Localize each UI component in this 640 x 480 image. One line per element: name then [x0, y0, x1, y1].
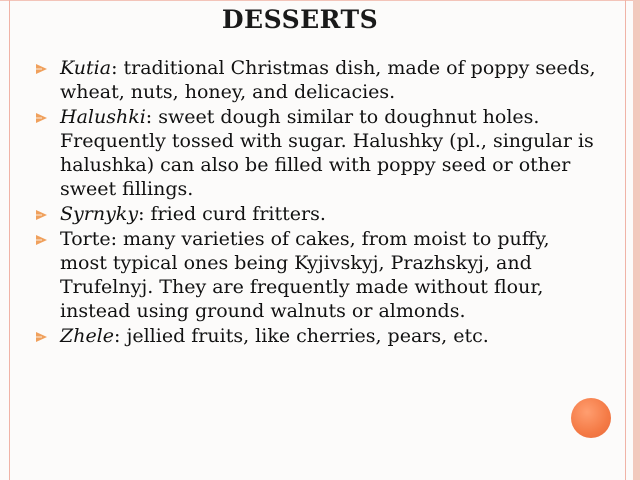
bullet-arrow-icon	[36, 235, 47, 245]
bullet-arrow-icon	[36, 210, 47, 220]
bullet-arrow-icon	[36, 332, 47, 342]
item-term: Zhele	[60, 325, 115, 347]
item-term: Kutia	[60, 57, 112, 79]
list-item-torte	[36, 227, 596, 323]
slide-title: DESSERTS	[221, 5, 379, 34]
list-item-halushki	[36, 105, 596, 201]
frame-bottom-line	[0, 0, 640, 1]
frame-left-line	[9, 0, 10, 480]
frame-right-line	[625, 0, 626, 480]
list-item-kutia	[36, 56, 596, 104]
item-term: Syrnyky	[60, 203, 139, 225]
list-item-zhele	[36, 324, 596, 348]
item-text: : traditional Christmas dish, made of poppy seeds, wheat, nuts, honey, and delicacies.	[60, 57, 596, 103]
item-text: Torte: many varieties of cakes, from moist to puffy, most typical ones being Kyjivskyj, Prazhskyj, and Trufelnyj. They are frequently made without flour, instead using ground walnuts or almonds.	[60, 228, 550, 322]
bullet-arrow-icon	[36, 64, 47, 74]
bullet-arrow-icon	[36, 113, 47, 123]
list-item-syrnyky	[36, 202, 596, 226]
slide-right-edge	[633, 0, 640, 480]
item-text: : jellied fruits, like cherries, pears, etc.	[114, 325, 489, 347]
item-text: : fried curd fritters.	[138, 203, 326, 225]
decorative-circle-icon	[571, 398, 611, 438]
bullet-list	[36, 56, 596, 349]
item-term: Halushki	[60, 106, 146, 128]
item-text: : sweet dough similar to doughnut holes. Frequently tossed with sugar. Halushky (pl., singular is halushka) can also be filled with poppy seed or other sweet fillings.	[60, 106, 594, 200]
